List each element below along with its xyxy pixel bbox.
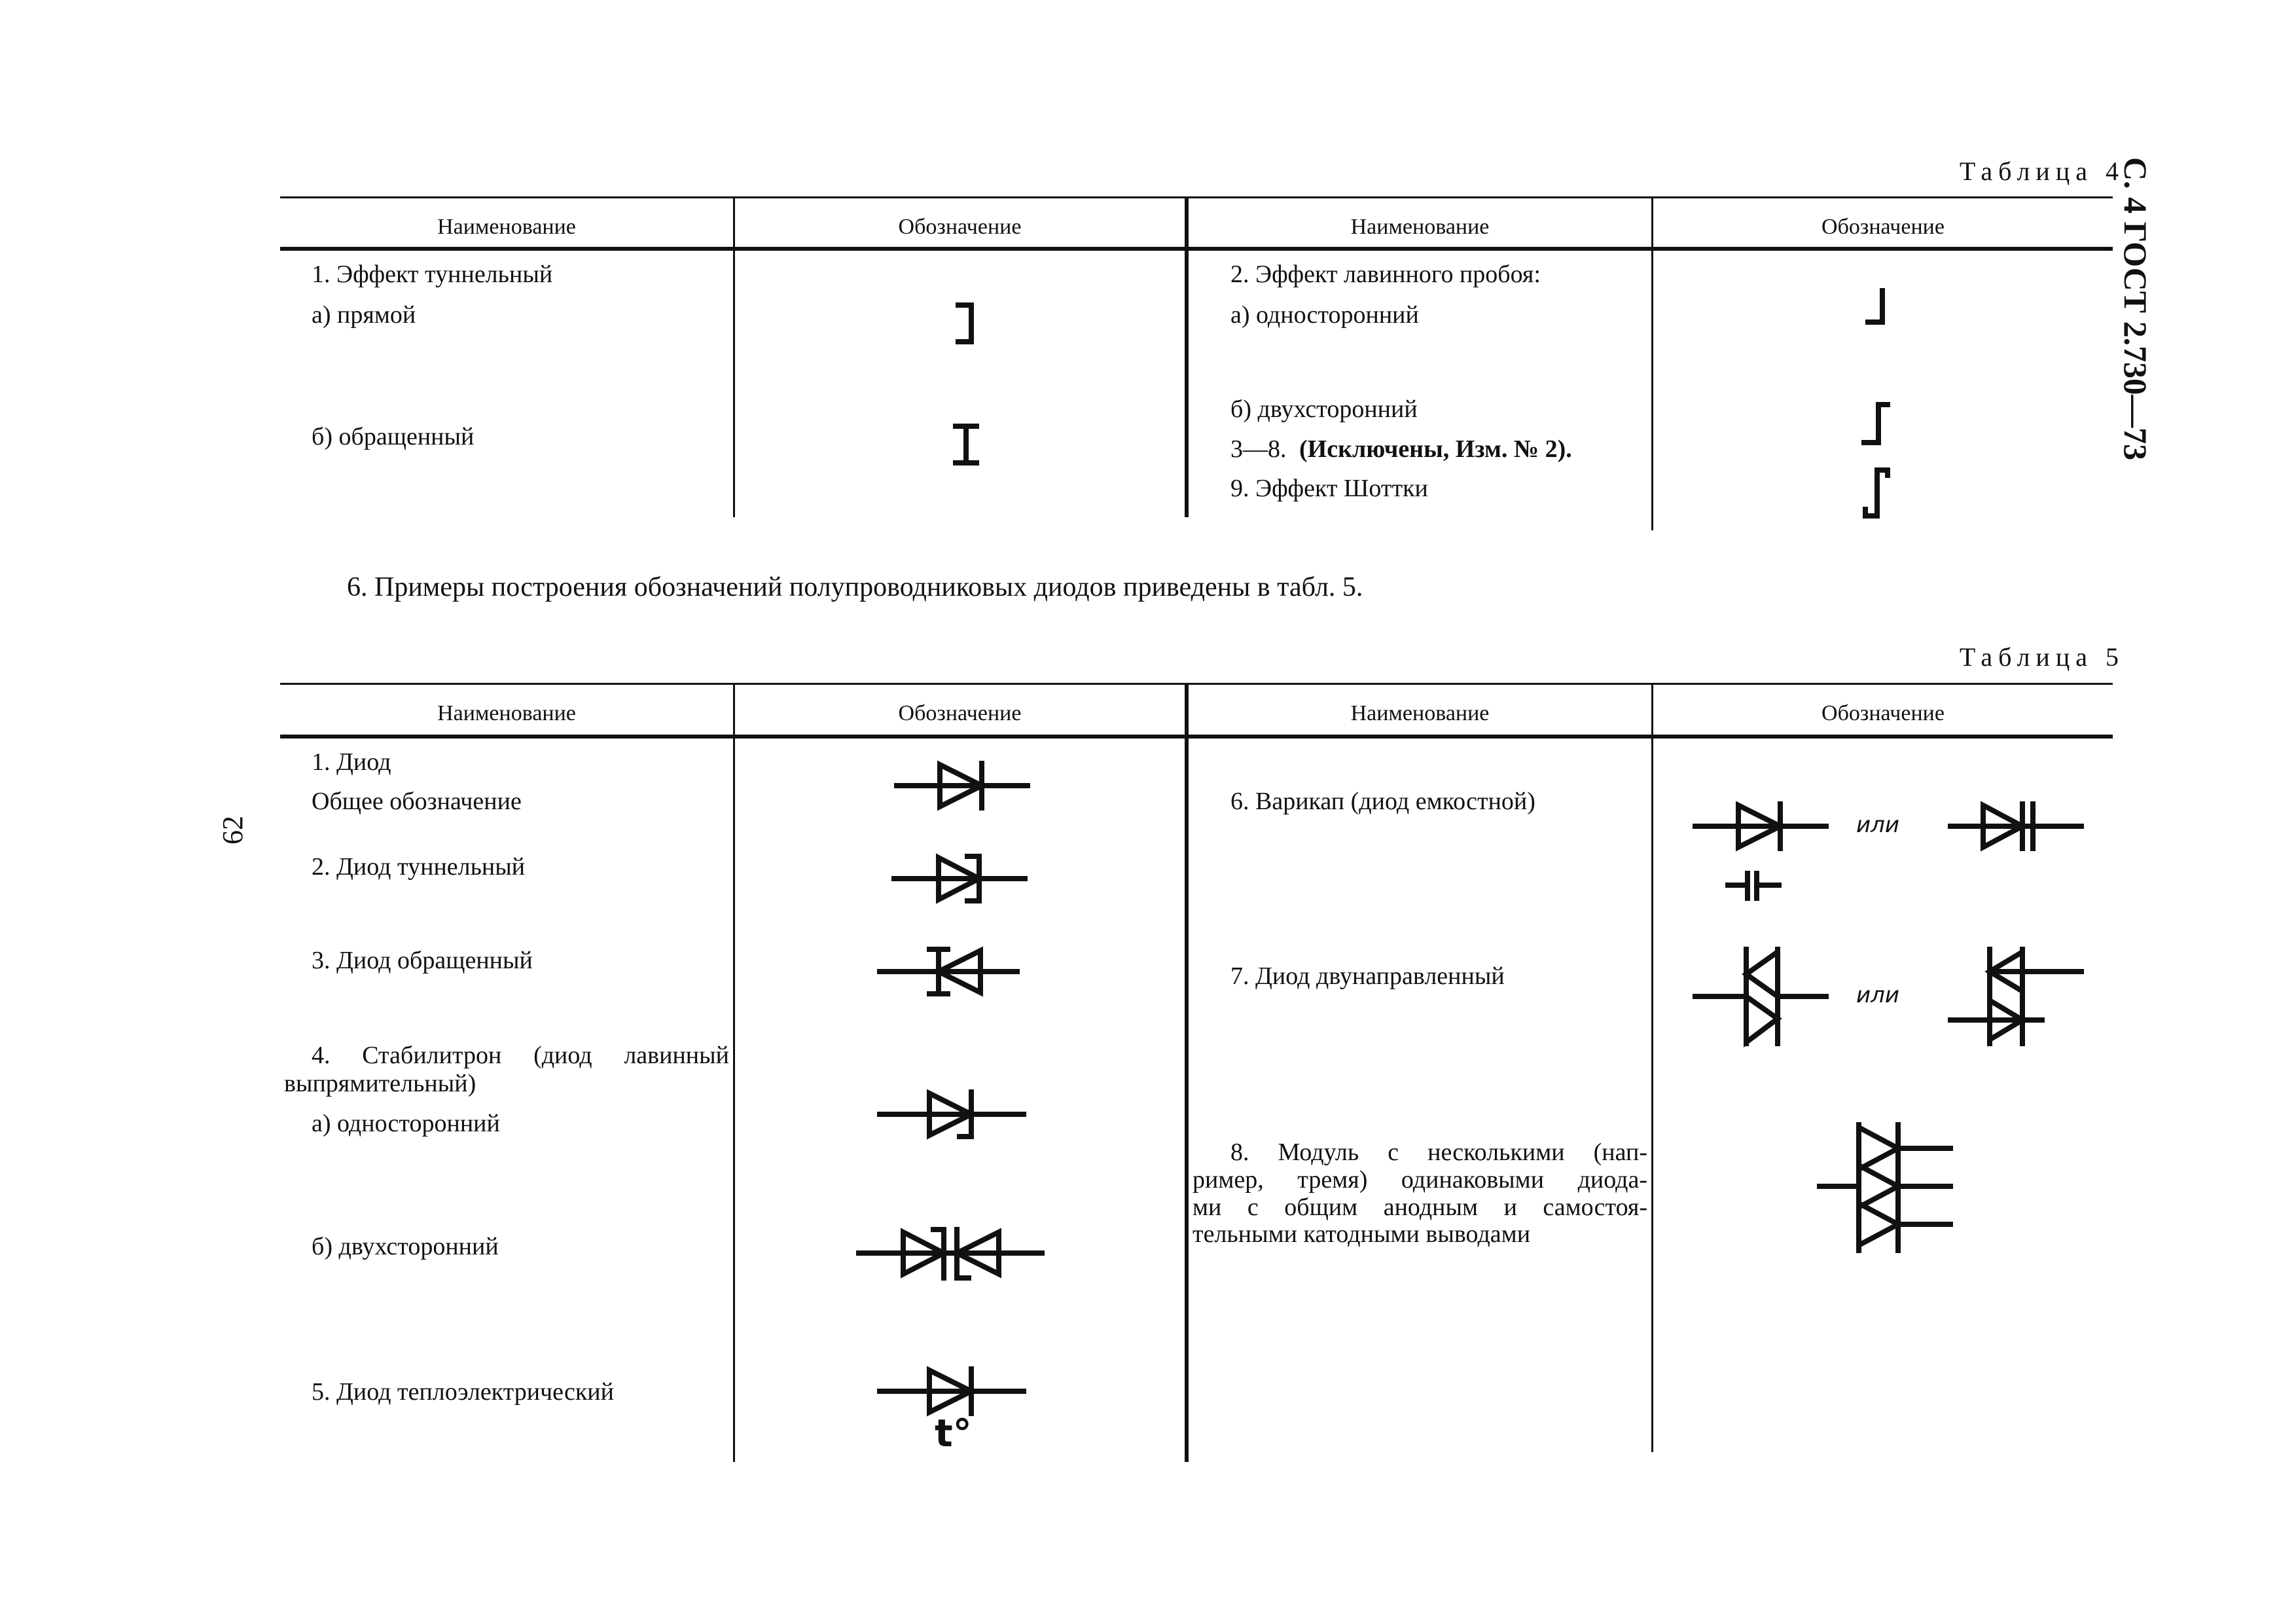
table5-header-rule [280,735,2113,739]
table4-col-divider-1 [733,196,735,517]
paragraph-6: 6. Примеры построения обозначений полупроводниковых диодов приведены в табл. 5. [347,572,1363,602]
table5-item-8-line3: ми с общим анодным и самостоя- [1193,1193,1647,1221]
table5-item-4-line1: 4. Стабилитрон (диод лавинный [312,1042,729,1069]
schottky-effect-icon [1860,466,1893,521]
table4-item-2a: а) односторонний [1230,301,1419,329]
table5-item-4-line2: выпрямительный) [284,1069,476,1097]
table4-item-2: 2. Эффект лавинного пробоя: [1230,261,1541,288]
table4-top-rule [280,196,2113,198]
backward-diode-icon [880,945,1017,998]
table4-caption: Таблица 4 [1959,156,2125,186]
table4-col-divider-3 [1651,196,1653,530]
or-label-2: или [1856,982,1899,1008]
table5-item-6: 6. Варикап (диод емкостной) [1230,788,1535,815]
or-label-1: или [1856,812,1899,838]
table5-header-symbol-left: Обозначение [898,701,1022,725]
table4-item-1: 1. Эффект туннельный [312,261,553,288]
tunnel-diode-icon [894,852,1025,905]
running-head: С. 4 ГОСТ 2.730—73 [2117,157,2154,461]
table4-item-1a: а) прямой [312,301,416,329]
table4-item-3-8-note: (Исключены, Изм. № 2). [1299,435,1572,463]
table5-item-3: 3. Диод обращенный [312,947,533,974]
tunnel-effect-direct-icon [956,301,982,347]
table5-top-rule [280,683,2113,685]
table5-item-4a: а) односторонний [312,1110,500,1137]
table4-header-rule [280,247,2113,251]
table5-item-2: 2. Диод туннельный [312,853,526,881]
table4-item-3-8 [1230,437,1572,462]
table4-header-name-left: Наименование [437,215,576,239]
bidirectional-diode-variant2-icon [1950,947,2081,1045]
capacitor-icon [1728,869,1780,902]
zener-diode-one-sided-icon [880,1088,1024,1140]
diode-general-icon [897,759,1028,812]
diode-module-icon [1820,1120,1950,1257]
table5-header-name-right: Наименование [1350,701,1490,725]
avalanche-two-sided-icon [1860,401,1893,448]
tunnel-effect-reversed-icon [952,422,984,468]
table5-caption: Таблица 5 [1959,642,2125,672]
table4-header-name-right: Наименование [1350,215,1490,239]
table5-item-1: 1. Диод [312,748,391,776]
page-number: 62 [217,816,249,845]
thermoelectric-diode-icon [880,1365,1024,1417]
table5-col-divider-1 [733,683,735,1462]
varicap-variant1-icon [1695,800,1826,852]
bidirectional-diode-variant1-icon [1695,947,1826,1045]
table5-item-8 [1193,1139,1647,1249]
table5-item-4b: б) двухсторонний [312,1233,499,1260]
avalanche-one-sided-icon [1865,288,1892,327]
table4-item-1b: б) обращенный [312,423,475,450]
table4-center-divider [1185,196,1189,517]
zener-diode-two-sided-icon [859,1224,1042,1283]
table5-item-8-line4: тельными катодными выводами [1193,1220,1531,1249]
table4-header-symbol-left: Обозначение [898,215,1022,239]
table4-header-symbol-right: Обозначение [1821,215,1945,239]
table5-center-divider [1185,683,1189,1462]
table5-item-4 [284,1042,729,1096]
table5-header-name-left: Наименование [437,701,576,725]
temperature-label: t° [935,1411,972,1455]
table5-item-1-general: Общее обозначение [312,788,522,815]
table5-item-8-line2: ример, тремя) одинаковыми диода- [1193,1165,1647,1194]
table5-item-7: 7. Диод двунаправленный [1230,962,1505,990]
table5-header-symbol-right: Обозначение [1821,701,1945,725]
table5-item-8-line1: 8. Модуль с несколькими (нап- [1230,1139,1647,1166]
table5-item-5: 5. Диод теплоэлектрический [312,1378,614,1406]
table4-item-2b: б) двухсторонний [1230,395,1418,423]
table5-col-divider-3 [1651,683,1653,1452]
table4-item-3-8-number: 3—8. [1230,435,1287,463]
varicap-variant2-icon [1950,800,2081,852]
table4-item-9: 9. Эффект Шоттки [1230,475,1428,502]
